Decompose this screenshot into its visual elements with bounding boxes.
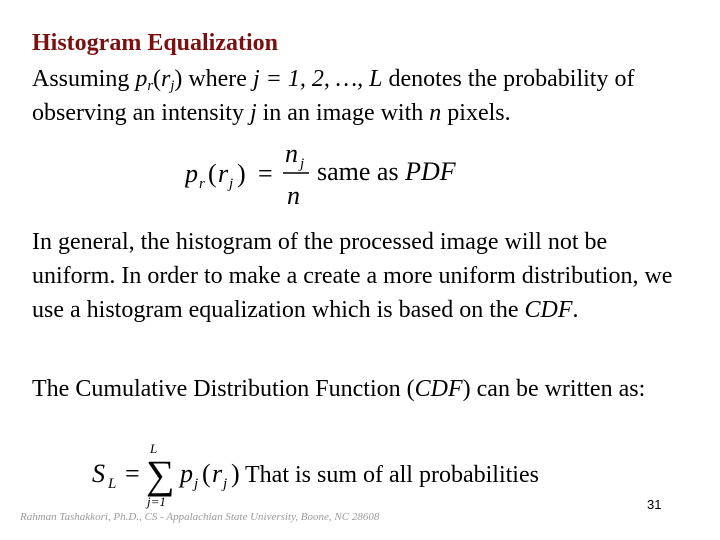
formula1-denominator: n xyxy=(287,181,300,208)
var-j: j xyxy=(249,100,257,126)
formula1-p-sub: r xyxy=(199,176,205,192)
cdf-paragraph xyxy=(32,372,692,406)
text-cdf-abbrev: CDF xyxy=(414,376,463,402)
formula2-lparen: ( xyxy=(202,459,211,488)
formula1-r: r xyxy=(218,159,229,188)
definition-paragraph xyxy=(32,62,692,130)
formula2-p-sub: j xyxy=(194,476,199,492)
formula2-s-sub: L xyxy=(108,476,117,492)
formula2-rparen: ) xyxy=(231,459,240,488)
formula2-r-sub: j xyxy=(223,476,228,492)
text-in-image: in an image with xyxy=(256,100,430,126)
formula1-note-pdf: PDF xyxy=(405,157,456,186)
formula2-note: That is sum of all probabilities xyxy=(245,462,539,488)
formula2-r: r xyxy=(212,459,223,488)
text-denotes: denotes the probability of observing an intensity xyxy=(32,66,635,126)
formula1-r-sub: j xyxy=(229,176,234,192)
formula2-sigma: ∑ xyxy=(146,452,175,497)
sub-r: r xyxy=(147,78,153,94)
var-n: n xyxy=(429,100,442,126)
cdf-formula xyxy=(88,440,568,510)
text-general: In general, the histogram of the processed image will not be uniform. In order to make a create a more uniform distribution, we use a histogram equalization which is based on the xyxy=(32,229,673,323)
formula2-lower-limit: j=1 xyxy=(147,494,166,509)
page-number: 31 xyxy=(647,497,662,512)
formula1-p: p xyxy=(185,159,198,188)
formula2-s: S xyxy=(92,459,105,488)
var-r: r xyxy=(160,66,171,92)
text-period: . xyxy=(572,297,579,323)
general-paragraph xyxy=(32,225,692,327)
formula2-upper-limit: L xyxy=(150,441,158,456)
text-cdf-outro: ) can be written as: xyxy=(462,376,646,402)
formula1-numerator: n xyxy=(285,139,298,168)
pdf-formula xyxy=(185,138,475,208)
formula1-note-text: same as xyxy=(317,157,406,186)
formula1-rparen: ) xyxy=(237,159,246,188)
formula1-note xyxy=(317,157,457,186)
text-where: where xyxy=(182,66,253,92)
footer-credit: Rahman Tashakkori, Ph.D., CS - Appalachian State University, Boone, NC 28608 xyxy=(20,511,380,523)
formula1-numerator-sub: j xyxy=(300,156,305,172)
text-pixels: pixels. xyxy=(441,100,511,126)
formula1-equals: = xyxy=(258,159,273,188)
text-cdf-intro: The Cumulative Distribution Function ( xyxy=(32,376,415,402)
sub-j: j xyxy=(170,78,175,94)
slide-title: Histogram Equalization xyxy=(32,30,279,56)
formula2-p: p xyxy=(180,459,193,488)
text-assuming: Assuming xyxy=(32,66,136,92)
paren-close: ) xyxy=(174,66,183,92)
var-p: p xyxy=(135,66,148,92)
formula1-lparen: ( xyxy=(208,159,217,188)
j-list: j = 1, 2, …, L xyxy=(252,66,383,92)
paren-open: ( xyxy=(152,66,161,92)
formula2-equals: = xyxy=(125,459,140,488)
text-cdf: CDF xyxy=(524,297,573,323)
